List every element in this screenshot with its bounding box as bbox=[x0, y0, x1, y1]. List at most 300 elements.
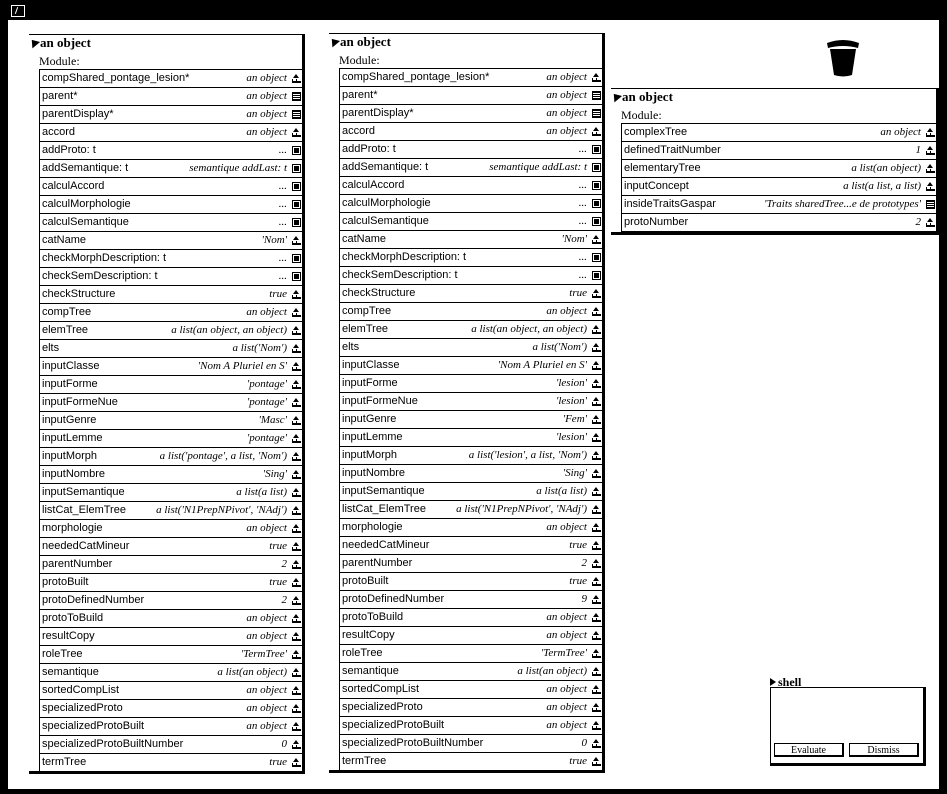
shell-window[interactable] bbox=[770, 673, 927, 765]
slot-row[interactable] bbox=[340, 339, 603, 357]
slot-assign-icon[interactable] bbox=[592, 505, 601, 514]
slot-value[interactable]: 0 bbox=[581, 737, 587, 749]
slot-name: compTree bbox=[42, 306, 92, 318]
slot-assign-icon[interactable] bbox=[292, 362, 301, 371]
slot-row[interactable] bbox=[40, 268, 303, 286]
slot-row[interactable] bbox=[40, 448, 303, 466]
slot-name: compTree bbox=[342, 305, 392, 317]
slot-list bbox=[39, 69, 303, 772]
slot-name: checkSemDescription: t bbox=[342, 269, 458, 281]
slot-value[interactable]: 2 bbox=[281, 594, 287, 606]
slot-name: parent* bbox=[42, 90, 78, 102]
slot-name: addSemantique: t bbox=[342, 161, 429, 173]
slot-name: inputGenre bbox=[342, 413, 397, 425]
slot-row[interactable] bbox=[340, 267, 603, 285]
slot-row[interactable] bbox=[340, 663, 603, 681]
slot-name: neededCatMineur bbox=[42, 540, 130, 552]
slot-row[interactable] bbox=[40, 646, 303, 664]
slot-assign-icon[interactable] bbox=[592, 649, 601, 658]
slot-method-icon[interactable] bbox=[292, 272, 301, 281]
dismiss-button[interactable]: Dismiss bbox=[849, 743, 919, 757]
slot-row[interactable] bbox=[40, 556, 303, 574]
slot-row[interactable] bbox=[40, 430, 303, 448]
slot-assign-icon[interactable] bbox=[292, 398, 301, 407]
slot-assign-icon[interactable] bbox=[592, 577, 601, 586]
slot-assign-icon[interactable] bbox=[292, 560, 301, 569]
slot-row[interactable] bbox=[40, 700, 303, 718]
slot-row[interactable] bbox=[340, 465, 603, 483]
slot-assign-icon[interactable] bbox=[592, 325, 601, 334]
slot-value[interactable]: 1 bbox=[915, 144, 921, 156]
slot-assign-icon[interactable] bbox=[292, 470, 301, 479]
slot-value[interactable]: an object bbox=[246, 702, 287, 714]
slot-value[interactable]: an object bbox=[246, 306, 287, 318]
slot-assign-icon[interactable] bbox=[592, 541, 601, 550]
slot-value[interactable]: an object bbox=[546, 629, 587, 641]
slot-method-icon[interactable] bbox=[592, 181, 601, 190]
slot-method-icon[interactable] bbox=[592, 145, 601, 154]
slot-value[interactable]: an object bbox=[546, 701, 587, 713]
slot-value[interactable]: ... bbox=[278, 216, 287, 228]
slot-method-icon[interactable] bbox=[292, 164, 301, 173]
slot-value[interactable]: ... bbox=[278, 198, 287, 210]
slot-row[interactable] bbox=[340, 591, 603, 609]
slot-row[interactable] bbox=[340, 231, 603, 249]
slot-assign-icon[interactable] bbox=[592, 739, 601, 748]
slot-assign-icon[interactable] bbox=[292, 650, 301, 659]
slot-row[interactable] bbox=[40, 304, 303, 322]
slot-assign-icon[interactable] bbox=[292, 668, 301, 677]
slot-row[interactable] bbox=[40, 592, 303, 610]
slot-row[interactable] bbox=[40, 538, 303, 556]
slot-row[interactable] bbox=[340, 735, 603, 753]
slot-row[interactable] bbox=[340, 699, 603, 717]
slot-row[interactable] bbox=[340, 717, 603, 735]
slot-row[interactable] bbox=[622, 123, 937, 142]
slot-assign-icon[interactable] bbox=[592, 433, 601, 442]
shell-frame bbox=[770, 687, 926, 766]
slot-value[interactable]: true bbox=[269, 756, 287, 768]
slot-assign-icon[interactable] bbox=[292, 722, 301, 731]
slot-value[interactable]: 'Sing' bbox=[562, 467, 587, 479]
slot-row[interactable] bbox=[622, 214, 937, 232]
slot-value[interactable]: 'Sing' bbox=[262, 468, 287, 480]
slot-value[interactable]: an object bbox=[546, 521, 587, 533]
slot-name: listCat_ElemTree bbox=[42, 504, 126, 516]
shell-input[interactable] bbox=[775, 692, 920, 738]
slot-row[interactable] bbox=[340, 249, 603, 267]
slot-name: compShared_pontage_lesion* bbox=[342, 71, 490, 83]
slot-row[interactable] bbox=[340, 141, 603, 159]
slot-row[interactable] bbox=[40, 754, 303, 772]
outliner-title: an object bbox=[40, 35, 91, 50]
slot-assign-icon[interactable] bbox=[292, 380, 301, 389]
slot-method-icon[interactable] bbox=[292, 200, 301, 209]
slot-name: inputGenre bbox=[42, 414, 97, 426]
slot-value[interactable]: true bbox=[269, 288, 287, 300]
slot-assign-icon[interactable] bbox=[592, 397, 601, 406]
slot-value[interactable]: ... bbox=[578, 251, 587, 263]
slot-row[interactable] bbox=[340, 375, 603, 393]
slot-row[interactable] bbox=[340, 573, 603, 591]
slot-name: elts bbox=[42, 342, 60, 354]
slot-value[interactable]: an object bbox=[246, 612, 287, 624]
slot-assign-icon[interactable] bbox=[292, 614, 301, 623]
slot-row[interactable] bbox=[340, 159, 603, 177]
slot-assign-icon[interactable] bbox=[592, 469, 601, 478]
slot-method-icon[interactable] bbox=[592, 253, 601, 262]
evaluate-button[interactable]: Evaluate bbox=[774, 743, 844, 757]
slot-value[interactable]: an object bbox=[246, 72, 287, 84]
slot-value[interactable]: semantique addLast: t bbox=[189, 162, 287, 174]
slot-row[interactable] bbox=[340, 555, 603, 573]
slot-row[interactable] bbox=[40, 196, 303, 214]
slot-assign-icon[interactable] bbox=[592, 685, 601, 694]
slot-row[interactable] bbox=[40, 358, 303, 376]
slot-row[interactable] bbox=[622, 142, 937, 160]
slot-name: elts bbox=[342, 341, 360, 353]
slot-value[interactable]: ... bbox=[278, 144, 287, 156]
slot-value[interactable]: true bbox=[569, 539, 587, 551]
slot-row[interactable] bbox=[40, 376, 303, 394]
resize-corner-icon[interactable] bbox=[11, 5, 25, 17]
slot-assign-icon[interactable] bbox=[292, 542, 301, 551]
slot-row[interactable] bbox=[340, 609, 603, 627]
slot-value[interactable]: 'Fem' bbox=[562, 413, 587, 425]
slot-menu-icon[interactable] bbox=[292, 110, 301, 119]
slot-assign-icon[interactable] bbox=[292, 344, 301, 353]
slot-row[interactable] bbox=[40, 124, 303, 142]
slot-assign-icon[interactable] bbox=[926, 218, 935, 227]
slot-value[interactable]: an object bbox=[546, 107, 587, 119]
slot-row[interactable] bbox=[340, 447, 603, 465]
slot-value[interactable]: a list(an object) bbox=[517, 665, 587, 677]
slot-name: inputForme bbox=[342, 377, 398, 389]
slot-row[interactable] bbox=[40, 394, 303, 412]
slot-row[interactable] bbox=[40, 322, 303, 340]
slot-value[interactable]: an object bbox=[880, 126, 921, 138]
slot-assign-icon[interactable] bbox=[592, 631, 601, 640]
slot-row[interactable] bbox=[40, 736, 303, 754]
slot-name: semantique bbox=[342, 665, 399, 677]
slot-menu-icon[interactable] bbox=[592, 91, 601, 100]
object-outliner[interactable] bbox=[329, 33, 606, 773]
slot-value[interactable]: a list(a list) bbox=[536, 485, 587, 497]
slot-row[interactable] bbox=[340, 429, 603, 447]
trash-can-icon[interactable] bbox=[825, 39, 861, 82]
slot-value[interactable]: 0 bbox=[281, 738, 287, 750]
slot-value[interactable]: true bbox=[269, 540, 287, 552]
slot-name: parent* bbox=[342, 89, 378, 101]
slot-value[interactable]: 2 bbox=[281, 558, 287, 570]
slot-value[interactable]: an object bbox=[246, 108, 287, 120]
slot-assign-icon[interactable] bbox=[292, 452, 301, 461]
slot-method-icon[interactable] bbox=[592, 199, 601, 208]
slot-value[interactable]: a list(an object, an object) bbox=[471, 323, 587, 335]
slot-row[interactable] bbox=[340, 285, 603, 303]
slot-row[interactable] bbox=[340, 303, 603, 321]
slot-assign-icon[interactable] bbox=[592, 451, 601, 460]
slot-row[interactable] bbox=[622, 160, 937, 178]
slot-value[interactable]: a list(an object) bbox=[851, 162, 921, 174]
slot-assign-icon[interactable] bbox=[292, 704, 301, 713]
slot-assign-icon[interactable] bbox=[292, 740, 301, 749]
slot-assign-icon[interactable] bbox=[292, 758, 301, 767]
slot-value[interactable]: 9 bbox=[581, 593, 587, 605]
slot-value[interactable]: true bbox=[269, 576, 287, 588]
slot-assign-icon[interactable] bbox=[592, 127, 601, 136]
slot-row[interactable] bbox=[40, 214, 303, 232]
slot-row[interactable] bbox=[340, 123, 603, 141]
slot-value[interactable]: true bbox=[569, 287, 587, 299]
slot-value[interactable]: an object bbox=[246, 522, 287, 534]
slot-value[interactable]: 'TermTree' bbox=[540, 647, 587, 659]
slot-assign-icon[interactable] bbox=[592, 523, 601, 532]
slot-name: sortedCompList bbox=[42, 684, 120, 696]
slot-value[interactable]: 2 bbox=[915, 216, 921, 228]
slot-value[interactable]: ... bbox=[578, 143, 587, 155]
slot-value[interactable]: true bbox=[569, 575, 587, 587]
slot-assign-icon[interactable] bbox=[592, 667, 601, 676]
slot-name: inputSemantique bbox=[342, 485, 425, 497]
slot-assign-icon[interactable] bbox=[592, 595, 601, 604]
slot-value[interactable]: an object bbox=[546, 89, 587, 101]
slot-value[interactable]: an object bbox=[246, 90, 287, 102]
slot-row[interactable] bbox=[340, 645, 603, 663]
slot-row[interactable] bbox=[40, 69, 303, 88]
slot-value[interactable]: a list('pontage', a list, 'Nom') bbox=[159, 450, 287, 462]
slot-value[interactable]: a list(an object, an object) bbox=[171, 324, 287, 336]
slot-assign-icon[interactable] bbox=[592, 235, 601, 244]
slot-name: protoDefinedNumber bbox=[42, 594, 145, 606]
slot-value[interactable]: 'Nom' bbox=[261, 234, 287, 246]
slot-value[interactable]: an object bbox=[246, 630, 287, 642]
slot-row[interactable] bbox=[40, 682, 303, 700]
slot-value[interactable]: 'Nom A Pluriel en S' bbox=[197, 360, 287, 372]
slot-assign-icon[interactable] bbox=[292, 578, 301, 587]
slot-assign-icon[interactable] bbox=[592, 289, 601, 298]
slot-value[interactable]: an object bbox=[246, 126, 287, 138]
slot-row[interactable] bbox=[40, 502, 303, 520]
slot-value[interactable]: an object bbox=[246, 684, 287, 696]
slot-row[interactable] bbox=[40, 232, 303, 250]
slot-method-icon[interactable] bbox=[592, 163, 601, 172]
slot-row[interactable] bbox=[340, 411, 603, 429]
slot-method-icon[interactable] bbox=[592, 271, 601, 280]
slot-assign-icon[interactable] bbox=[292, 74, 301, 83]
slot-row[interactable] bbox=[340, 177, 603, 195]
slot-assign-icon[interactable] bbox=[592, 361, 601, 370]
slot-assign-icon[interactable] bbox=[592, 307, 601, 316]
slot-assign-icon[interactable] bbox=[292, 308, 301, 317]
slot-value[interactable]: an object bbox=[546, 71, 587, 83]
slot-row[interactable] bbox=[340, 537, 603, 555]
slot-value[interactable]: ... bbox=[578, 179, 587, 191]
slot-value[interactable]: a list('N1PrepNPivot', 'NAdj') bbox=[456, 503, 587, 515]
slot-assign-icon[interactable] bbox=[592, 343, 601, 352]
slot-row[interactable] bbox=[40, 160, 303, 178]
slot-assign-icon[interactable] bbox=[292, 632, 301, 641]
slot-assign-icon[interactable] bbox=[592, 757, 601, 766]
slot-assign-icon[interactable] bbox=[592, 613, 601, 622]
slot-value[interactable]: ... bbox=[278, 252, 287, 264]
object-outliner[interactable] bbox=[611, 88, 939, 236]
slot-value[interactable]: an object bbox=[546, 719, 587, 731]
slot-value[interactable]: an object bbox=[546, 305, 587, 317]
slot-name: protoBuilt bbox=[342, 575, 389, 587]
slot-row[interactable] bbox=[340, 105, 603, 123]
slot-assign-icon[interactable] bbox=[926, 182, 935, 191]
slot-assign-icon[interactable] bbox=[592, 379, 601, 388]
slot-name: specializedProtoBuiltNumber bbox=[42, 738, 184, 750]
slot-value[interactable]: 'Nom A Pluriel en S' bbox=[497, 359, 587, 371]
slot-value[interactable]: semantique addLast: t bbox=[489, 161, 587, 173]
slot-value[interactable]: ... bbox=[578, 269, 587, 281]
slot-row[interactable] bbox=[40, 628, 303, 646]
slot-row[interactable] bbox=[40, 340, 303, 358]
slot-method-icon[interactable] bbox=[292, 146, 301, 155]
module-label: Module: bbox=[339, 53, 380, 67]
slot-assign-icon[interactable] bbox=[292, 686, 301, 695]
slot-value[interactable]: 'Masc' bbox=[258, 414, 287, 426]
slot-value[interactable]: ... bbox=[278, 180, 287, 192]
slot-value[interactable]: an object bbox=[246, 720, 287, 732]
slot-name: catName bbox=[42, 234, 87, 246]
slot-value[interactable]: ... bbox=[578, 197, 587, 209]
slot-value[interactable]: 'pontage' bbox=[246, 378, 287, 390]
slot-row[interactable] bbox=[40, 412, 303, 430]
slot-row[interactable] bbox=[40, 610, 303, 628]
slot-value[interactable]: 'Nom' bbox=[561, 233, 587, 245]
slot-row[interactable] bbox=[40, 664, 303, 682]
slot-value[interactable]: a list('Nom') bbox=[532, 341, 587, 353]
slot-value[interactable]: 'pontage' bbox=[246, 432, 287, 444]
slot-row[interactable] bbox=[340, 213, 603, 231]
slot-assign-icon[interactable] bbox=[292, 236, 301, 245]
slot-value[interactable]: a list('Nom') bbox=[232, 342, 287, 354]
slot-assign-icon[interactable] bbox=[592, 721, 601, 730]
slot-assign-icon[interactable] bbox=[292, 326, 301, 335]
slot-value[interactable]: a list(a list, a list) bbox=[843, 180, 921, 192]
slot-name: complexTree bbox=[624, 126, 688, 138]
slot-value[interactable]: 'TermTree' bbox=[240, 648, 287, 660]
slot-row[interactable] bbox=[340, 393, 603, 411]
slot-row[interactable] bbox=[40, 520, 303, 538]
slot-row[interactable] bbox=[40, 88, 303, 106]
slot-menu-icon[interactable] bbox=[592, 109, 601, 118]
slot-row[interactable] bbox=[40, 574, 303, 592]
slot-value[interactable]: an object bbox=[546, 125, 587, 137]
slot-row[interactable] bbox=[340, 501, 603, 519]
slot-row[interactable] bbox=[340, 68, 603, 87]
slot-value[interactable]: true bbox=[569, 755, 587, 767]
slot-name: definedTraitNumber bbox=[624, 144, 721, 156]
slot-value[interactable]: 'pontage' bbox=[246, 396, 287, 408]
slot-row[interactable] bbox=[340, 195, 603, 213]
slot-value[interactable]: ... bbox=[278, 270, 287, 282]
slot-value[interactable]: 'lesion' bbox=[556, 377, 587, 389]
slot-assign-icon[interactable] bbox=[292, 506, 301, 515]
slot-assign-icon[interactable] bbox=[292, 434, 301, 443]
slot-row[interactable] bbox=[40, 466, 303, 484]
slot-row[interactable] bbox=[40, 142, 303, 160]
outliner-title: an object bbox=[340, 34, 391, 49]
slot-assign-icon[interactable] bbox=[292, 596, 301, 605]
slot-row[interactable] bbox=[40, 250, 303, 268]
shell-title: shell bbox=[778, 675, 802, 689]
slot-value[interactable]: a list('N1PrepNPivot', 'NAdj') bbox=[156, 504, 287, 516]
slot-value[interactable]: 'Traits sharedTree...e de prototypes' bbox=[764, 198, 921, 210]
slot-name: inputSemantique bbox=[42, 486, 125, 498]
slot-value[interactable]: a list(a list) bbox=[236, 486, 287, 498]
slot-menu-icon[interactable] bbox=[926, 200, 935, 209]
slot-value[interactable]: an object bbox=[546, 683, 587, 695]
slot-name: sortedCompList bbox=[342, 683, 420, 695]
slot-assign-icon[interactable] bbox=[592, 73, 601, 82]
slot-assign-icon[interactable] bbox=[292, 128, 301, 137]
slot-value[interactable]: ... bbox=[578, 215, 587, 227]
slot-name: inputClasse bbox=[42, 360, 100, 372]
slot-method-icon[interactable] bbox=[592, 217, 601, 226]
slot-name: calculMorphologie bbox=[342, 197, 431, 209]
slot-row[interactable] bbox=[340, 87, 603, 105]
module-label: Module: bbox=[621, 108, 662, 122]
slot-row[interactable] bbox=[622, 178, 937, 196]
slot-row[interactable] bbox=[340, 681, 603, 699]
slot-row[interactable] bbox=[340, 627, 603, 645]
slot-value[interactable]: 2 bbox=[581, 557, 587, 569]
slot-method-icon[interactable] bbox=[292, 218, 301, 227]
slot-value[interactable]: 'lesion' bbox=[556, 395, 587, 407]
slot-row[interactable] bbox=[622, 196, 937, 214]
slot-menu-icon[interactable] bbox=[292, 92, 301, 101]
slot-row[interactable] bbox=[40, 106, 303, 124]
slot-method-icon[interactable] bbox=[292, 254, 301, 263]
slot-assign-icon[interactable] bbox=[292, 416, 301, 425]
slot-row[interactable] bbox=[340, 321, 603, 339]
slot-row[interactable] bbox=[340, 519, 603, 537]
slot-row[interactable] bbox=[40, 286, 303, 304]
outliner-title: an object bbox=[622, 89, 673, 104]
slot-assign-icon[interactable] bbox=[592, 415, 601, 424]
slot-assign-icon[interactable] bbox=[592, 559, 601, 568]
slot-row[interactable] bbox=[340, 483, 603, 501]
slot-name: inputNombre bbox=[42, 468, 105, 480]
slot-row[interactable] bbox=[340, 753, 603, 771]
slot-assign-icon[interactable] bbox=[592, 703, 601, 712]
slot-assign-icon[interactable] bbox=[592, 487, 601, 496]
slot-row[interactable] bbox=[40, 484, 303, 502]
slot-assign-icon[interactable] bbox=[292, 290, 301, 299]
object-outliner[interactable] bbox=[29, 34, 306, 774]
slot-name: inputFormeNue bbox=[342, 395, 418, 407]
slot-row[interactable] bbox=[340, 357, 603, 375]
slot-row[interactable] bbox=[40, 718, 303, 736]
expand-triangle-icon[interactable] bbox=[770, 678, 776, 686]
slot-method-icon[interactable] bbox=[292, 182, 301, 191]
slot-value[interactable]: an object bbox=[546, 611, 587, 623]
outliner-desktop bbox=[8, 20, 939, 789]
slot-assign-icon[interactable] bbox=[926, 146, 935, 155]
slot-assign-icon[interactable] bbox=[292, 524, 301, 533]
slot-assign-icon[interactable] bbox=[926, 164, 935, 173]
slot-row[interactable] bbox=[40, 178, 303, 196]
slot-assign-icon[interactable] bbox=[926, 128, 935, 137]
slot-assign-icon[interactable] bbox=[292, 488, 301, 497]
slot-value[interactable]: 'lesion' bbox=[556, 431, 587, 443]
slot-value[interactable]: a list('lesion', a list, 'Nom') bbox=[468, 449, 587, 461]
slot-value[interactable]: a list(an object) bbox=[217, 666, 287, 678]
